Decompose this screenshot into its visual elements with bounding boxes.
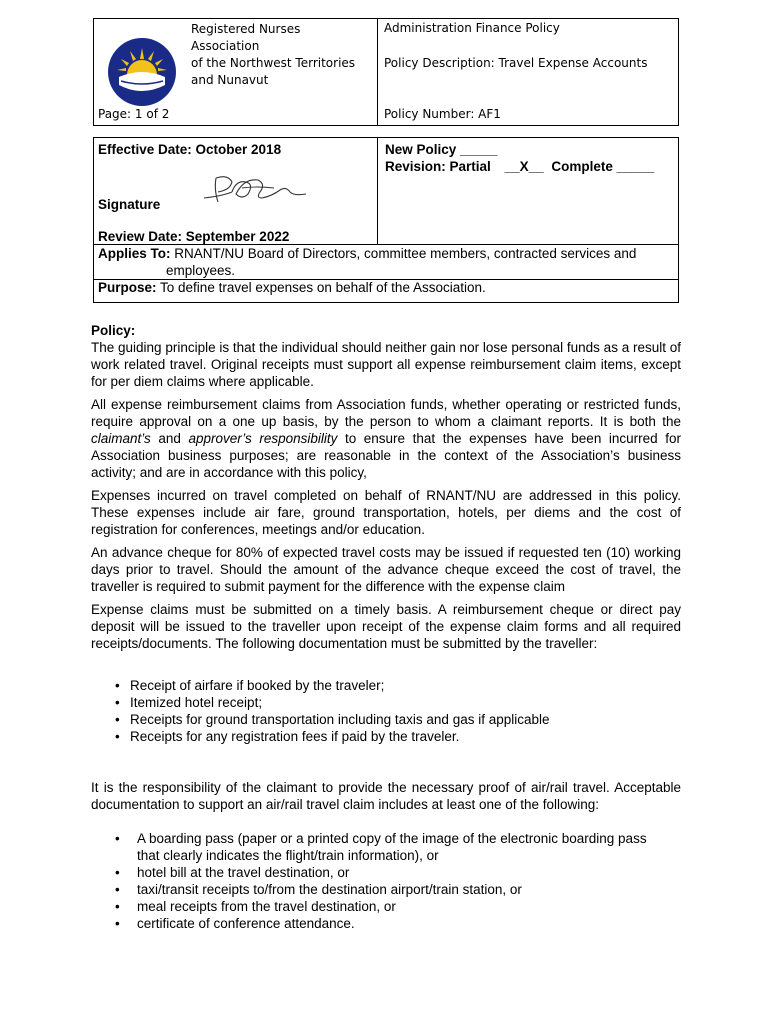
policy-paragraph-2: All expense reimbursement claims from Association funds, whether operating or restricted funds, require approval on a one up basis, by the person to whom a claimant reports. It is both the claimant’s and approver’s responsibility to ensure that the expenses have been incurred for Association business purposes; are reasonable in the context of the Association’s business activity; and are in accordance with this policy, — [91, 397, 682, 480]
org-line-1: Registered Nurses Association — [191, 22, 301, 53]
policy-info-table — [93, 137, 679, 303]
applies-to-label: Applies To: — [98, 246, 171, 261]
list-item: • Receipt of airfare if booked by the traveler; — [115, 678, 385, 693]
list-item: • A boarding pass (paper or a printed copy of the image of the electronic boarding pass — [115, 831, 647, 846]
list-item: • Receipts for any registration fees if paid by the traveler. — [115, 729, 460, 744]
policy-paragraph-1: The guiding principle is that the individual should neither gain nor lose personal funds as a result of work related travel. Original receipts must support all expense reimbursement claim items, except for per diem claims where applicable. — [91, 340, 681, 389]
policy-paragraph-5: Expense claims must be submitted on a timely basis. A reimbursement cheque or direct pay deposit will be issued to the traveller upon receipt of the expense claim forms and all required receipts/documents. The following documentation must be submitted by the traveller: — [91, 602, 681, 651]
applies-to-text: RNANT/NU Board of Directors, committee members, contracted services and — [174, 246, 637, 261]
applies-to — [98, 246, 636, 261]
new-policy: New Policy _____ — [385, 142, 498, 157]
policy-paragraph-4: An advance cheque for 80% of expected travel costs may be issued if requested ten (10) working days prior to travel. Should the amount of the advance cheque exceed the cost of travel, the traveller is required to submit payment for the difference with the expense claim — [91, 545, 681, 594]
air-rail-documentation-list — [115, 830, 647, 932]
effective-date: Effective Date: October 2018 — [98, 142, 282, 157]
review-date: Review Date: September 2022 — [98, 229, 290, 244]
list-item: • hotel bill at the travel destination, or — [115, 865, 350, 880]
org-line-3: and Nunavut — [191, 73, 269, 87]
purpose-text: To define travel expenses on behalf of the Association. — [160, 280, 486, 295]
approver-emphasis: approver’s responsibility — [188, 431, 338, 446]
policy-paragraph-3: Expenses incurred on travel completed on behalf of RNANT/NU are addressed in this policy. These expenses include air fare, ground transportation, hotels, per diems and the cost of registration for conferences, meetings and/or education. — [91, 488, 681, 537]
policy-description: Policy Description: Travel Expense Accounts — [384, 56, 648, 70]
required-documents-list — [115, 677, 550, 745]
association-logo — [107, 37, 177, 107]
list-item-continuation: that clearly indicates the flight/train information), or — [137, 848, 439, 863]
revision-label: Revision: Partial — [385, 159, 491, 174]
list-item: • meal receipts from the travel destination, or — [115, 899, 396, 914]
list-item: • taxi/transit receipts to/from the destination airport/train station, or — [115, 882, 522, 897]
purpose — [98, 280, 486, 295]
purpose-label: Purpose: — [98, 280, 157, 295]
list-item: • Itemized hotel receipt; — [115, 695, 263, 710]
org-line-2: of the Northwest Territories — [191, 56, 356, 70]
page-number: Page: 1 of 2 — [98, 107, 170, 121]
policy-header-table — [93, 18, 679, 126]
info-rule-1 — [94, 244, 678, 245]
header-divider — [377, 19, 378, 125]
applies-to-text-cont: employees. — [166, 263, 236, 278]
revision-partial-mark: __X__ — [504, 159, 544, 174]
signature-image — [202, 170, 312, 210]
signature-label: Signature — [98, 197, 161, 212]
list-item: • Receipts for ground transportation including taxis and gas if applicable — [115, 712, 550, 727]
list-item: • certificate of conference attendance. — [115, 916, 355, 931]
revision-line — [385, 159, 654, 174]
info-divider — [377, 138, 378, 244]
revision-complete: Complete _____ — [551, 159, 655, 174]
organization-name — [191, 21, 371, 89]
policy-body — [91, 322, 681, 658]
policy-number: Policy Number: AF1 — [384, 107, 501, 121]
policy-paragraph-6: It is the responsibility of the claimant to provide the necessary proof of air/rail travel. Acceptable documentation to support an air/rail travel claim includes at least one of the following: — [91, 780, 681, 812]
policy-category: Administration Finance Policy — [384, 21, 560, 35]
claimant-emphasis: claimant’s — [91, 431, 151, 446]
policy-heading: Policy: — [91, 323, 136, 338]
proof-of-travel-paragraph — [91, 779, 681, 819]
